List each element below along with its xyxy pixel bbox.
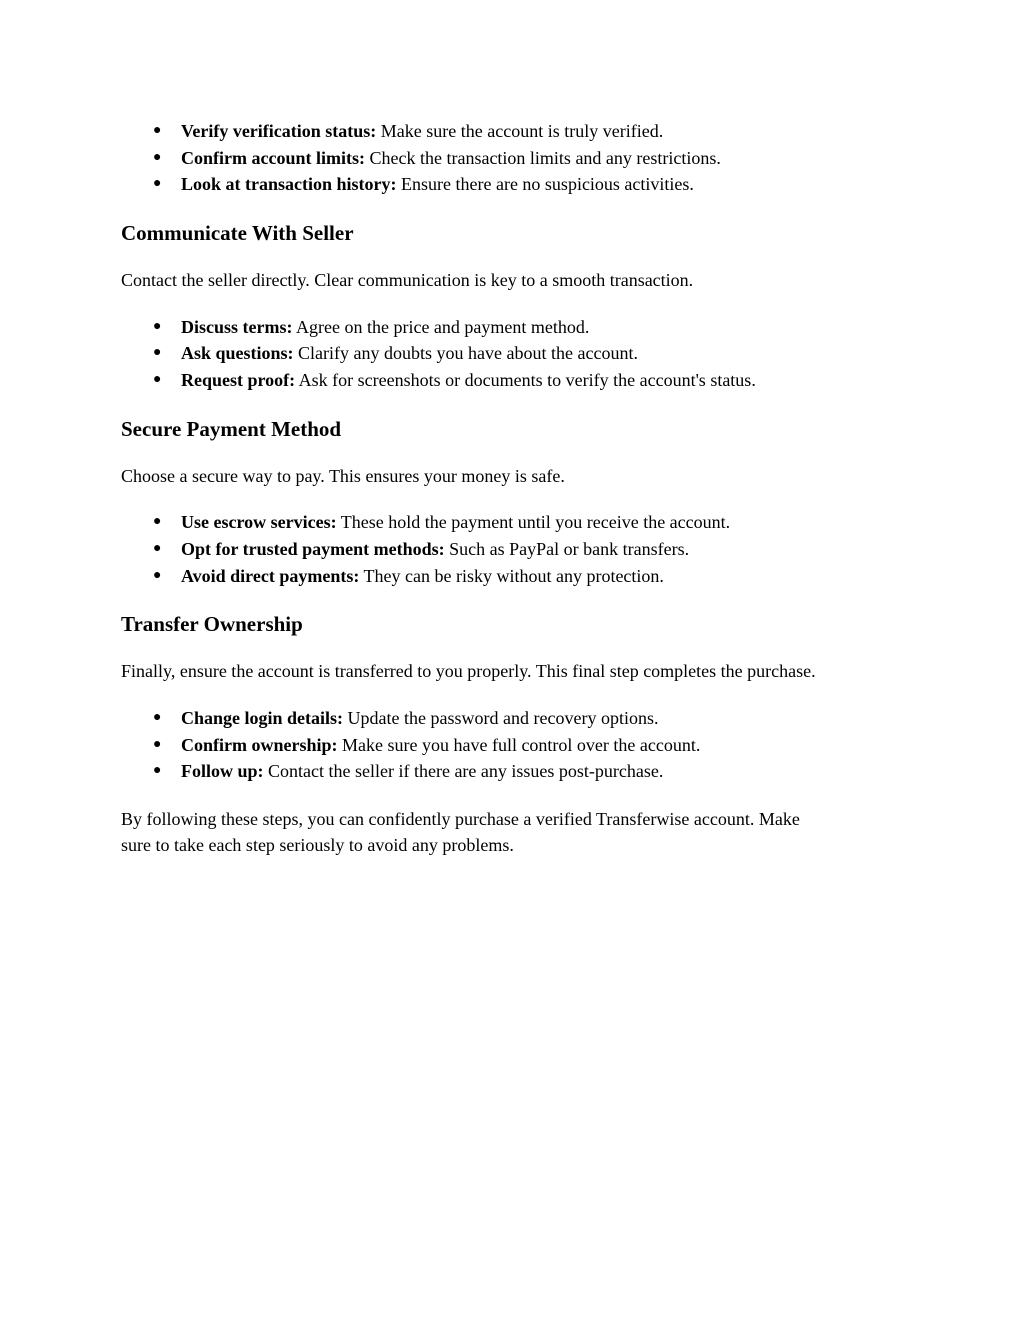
section-paragraph-payment: Choose a secure way to pay. This ensures your money is safe. bbox=[121, 465, 565, 486]
bullet-icon: ● bbox=[153, 763, 162, 779]
list-item-text: Update the password and recovery options. bbox=[343, 707, 659, 728]
list-item bbox=[121, 314, 921, 341]
bullet-icon: ● bbox=[153, 123, 162, 138]
list-item-text: Make sure the account is truly verified. bbox=[376, 121, 664, 141]
list-item-bold: Use escrow services: bbox=[181, 512, 337, 533]
bullet-icon: ● bbox=[153, 149, 162, 165]
list-item bbox=[121, 705, 921, 732]
conclusion-line-1: By following these steps, you can confidently purchase a verified Transferwise account. Make bbox=[121, 808, 800, 829]
list-item-text: Make sure you have full control over the account. bbox=[337, 734, 701, 755]
list-item bbox=[121, 536, 921, 563]
list-item bbox=[121, 118, 921, 145]
list-item-bold: Discuss terms: bbox=[181, 316, 293, 337]
list-item-bold: Avoid direct payments: bbox=[181, 565, 360, 586]
list-item-text: Check the transaction limits and any restrictions. bbox=[364, 147, 721, 168]
list-item-bold: Opt for trusted payment methods: bbox=[181, 538, 445, 559]
list-item-bold: Change login details: bbox=[181, 707, 344, 728]
list-item-text: Ensure there are no suspicious activities. bbox=[396, 174, 694, 195]
list-item-text: These hold the payment until you receive the account. bbox=[336, 512, 731, 533]
list-item-bold: Follow up: bbox=[181, 761, 264, 782]
section-paragraph-communicate: Contact the seller directly. Clear communication is key to a smooth transaction. bbox=[121, 270, 694, 291]
bullet-icon: ● bbox=[153, 567, 162, 583]
document-page bbox=[121, 118, 921, 859]
list-item bbox=[121, 758, 921, 785]
conclusion-line-2: sure to take each step seriously to avoid any problems. bbox=[121, 835, 514, 856]
list-item-text: They can be risky without any protection. bbox=[359, 565, 664, 586]
bullet-icon: ● bbox=[153, 318, 162, 334]
list-item bbox=[121, 367, 921, 394]
bullet-icon: ● bbox=[153, 514, 162, 530]
list-item-text: Clarify any doubts you have about the account. bbox=[293, 343, 638, 364]
list-item-bold: Confirm account limits: bbox=[181, 147, 365, 168]
section-paragraph-transfer: Finally, ensure the account is transferred to you properly. This final step completes the purchase. bbox=[121, 661, 816, 682]
section-heading-communicate: Communicate With Seller bbox=[121, 221, 354, 246]
communicate-checklist bbox=[121, 314, 921, 394]
list-item bbox=[121, 563, 921, 590]
conclusion-paragraph bbox=[121, 806, 921, 859]
bullet-icon: ● bbox=[153, 736, 162, 752]
section-heading-payment: Secure Payment Method bbox=[121, 416, 342, 441]
list-item bbox=[121, 171, 921, 198]
list-item-text: Contact the seller if there are any issues post-purchase. bbox=[263, 761, 664, 782]
list-item-text: Agree on the price and payment method. bbox=[292, 316, 590, 337]
list-item-bold: Ask questions: bbox=[181, 343, 294, 364]
list-item-bold: Look at transaction history: bbox=[181, 174, 397, 195]
bullet-icon: ● bbox=[153, 345, 162, 361]
list-item bbox=[121, 732, 921, 759]
list-item-text: Such as PayPal or bank transfers. bbox=[444, 538, 690, 559]
list-item-bold: Request proof: bbox=[181, 370, 296, 391]
bullet-icon: ● bbox=[153, 540, 162, 556]
list-item bbox=[121, 340, 921, 367]
bullet-icon: ● bbox=[153, 709, 162, 725]
verification-checklist bbox=[121, 118, 921, 198]
section-heading-transfer: Transfer Ownership bbox=[121, 612, 303, 637]
list-item bbox=[121, 509, 921, 536]
list-item-text: Ask for screenshots or documents to verify the account's status. bbox=[295, 370, 756, 391]
list-item bbox=[121, 145, 921, 172]
payment-checklist bbox=[121, 509, 921, 589]
transfer-checklist bbox=[121, 705, 921, 785]
bullet-icon: ● bbox=[153, 372, 162, 388]
list-item-bold: Confirm ownership: bbox=[181, 734, 338, 755]
list-item-bold: Verify verification status: bbox=[181, 121, 377, 141]
bullet-icon: ● bbox=[153, 176, 162, 192]
